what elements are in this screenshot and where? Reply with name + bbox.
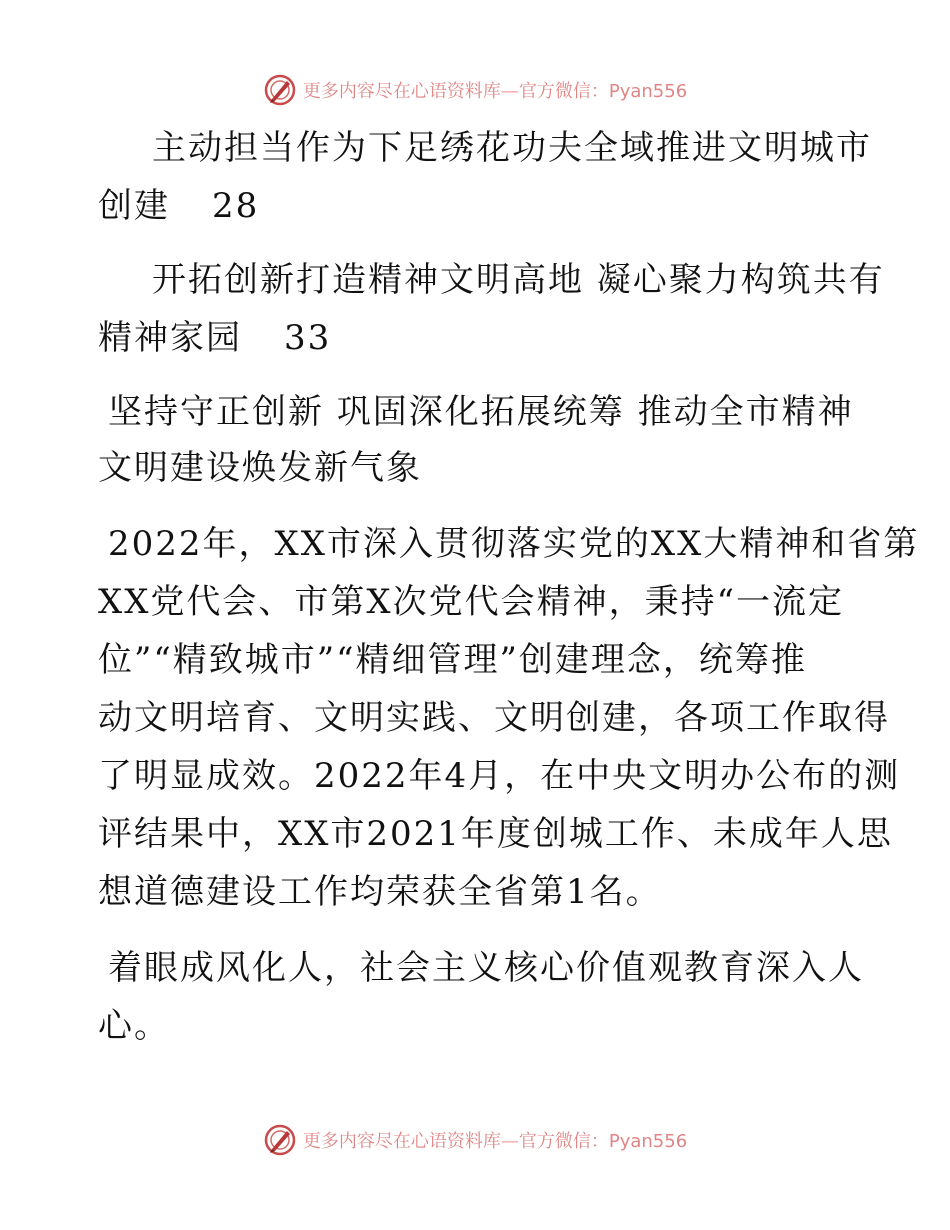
paragraph1-line5: 了明显成效。2022年4月，在中央文明办公布的测 [98,756,901,796]
paragraph1-line6: 评结果中，XX市2021年度创城工作、未成年人思 [98,814,893,854]
footer-separator: — [500,1131,519,1152]
paragraph1-line2: XX党代会、市第X次党代会精神，秉持“一流定 [98,582,844,622]
footer-contact: 官方微信：Pyan556 [518,1131,688,1152]
paragraph2-line2: 心。 [98,1006,170,1046]
paragraph1-line3: 位”“精致城市”“精细管理”创建理念，统筹推 [98,640,807,680]
header-contact: 官方微信：Pyan556 [518,81,688,102]
paragraph1-line1: 2022年，XX市深入贯彻落实党的XX大精神和省第 [108,524,920,564]
paragraph1-line7: 想道德建设工作均荣获全省第1名。 [98,872,662,912]
toc-entry-1-line2 [98,184,259,228]
toc-entry-2-page: 33 [284,318,332,358]
footer-banner [0,1120,950,1160]
footer-brand: 更多内容尽在心语资料库 [302,1131,501,1152]
toc-entry-2-line2 [98,316,331,360]
header-separator: — [500,81,519,102]
article-title-line1: 坚持守正创新 巩固深化拓展统筹 推动全市精神 [108,392,854,432]
header-brand: 更多内容尽在心语资料库 [302,81,501,102]
toc-entry-2-title-end: 精神家园 [98,318,242,358]
footer-text [303,1127,687,1153]
toc-entry-1-title-end: 创建 [98,186,170,226]
paragraph1-line4: 动文明培育、文明实践、文明创建，各项工作取得 [98,698,890,738]
writing-seal-icon [263,1123,297,1157]
paragraph2-line1: 着眼成风化人，社会主义核心价值观教育深入人 [108,948,864,988]
article-title-line2: 文明建设焕发新气象 [98,448,422,488]
toc-entry-1-page: 28 [212,186,260,226]
toc-entry-1-line1: 主动担当作为下足绣花功夫全域推进文明城市 [152,128,872,168]
toc-entry-2-line1: 开拓创新打造精神文明高地 凝心聚力构筑共有 [152,260,885,300]
